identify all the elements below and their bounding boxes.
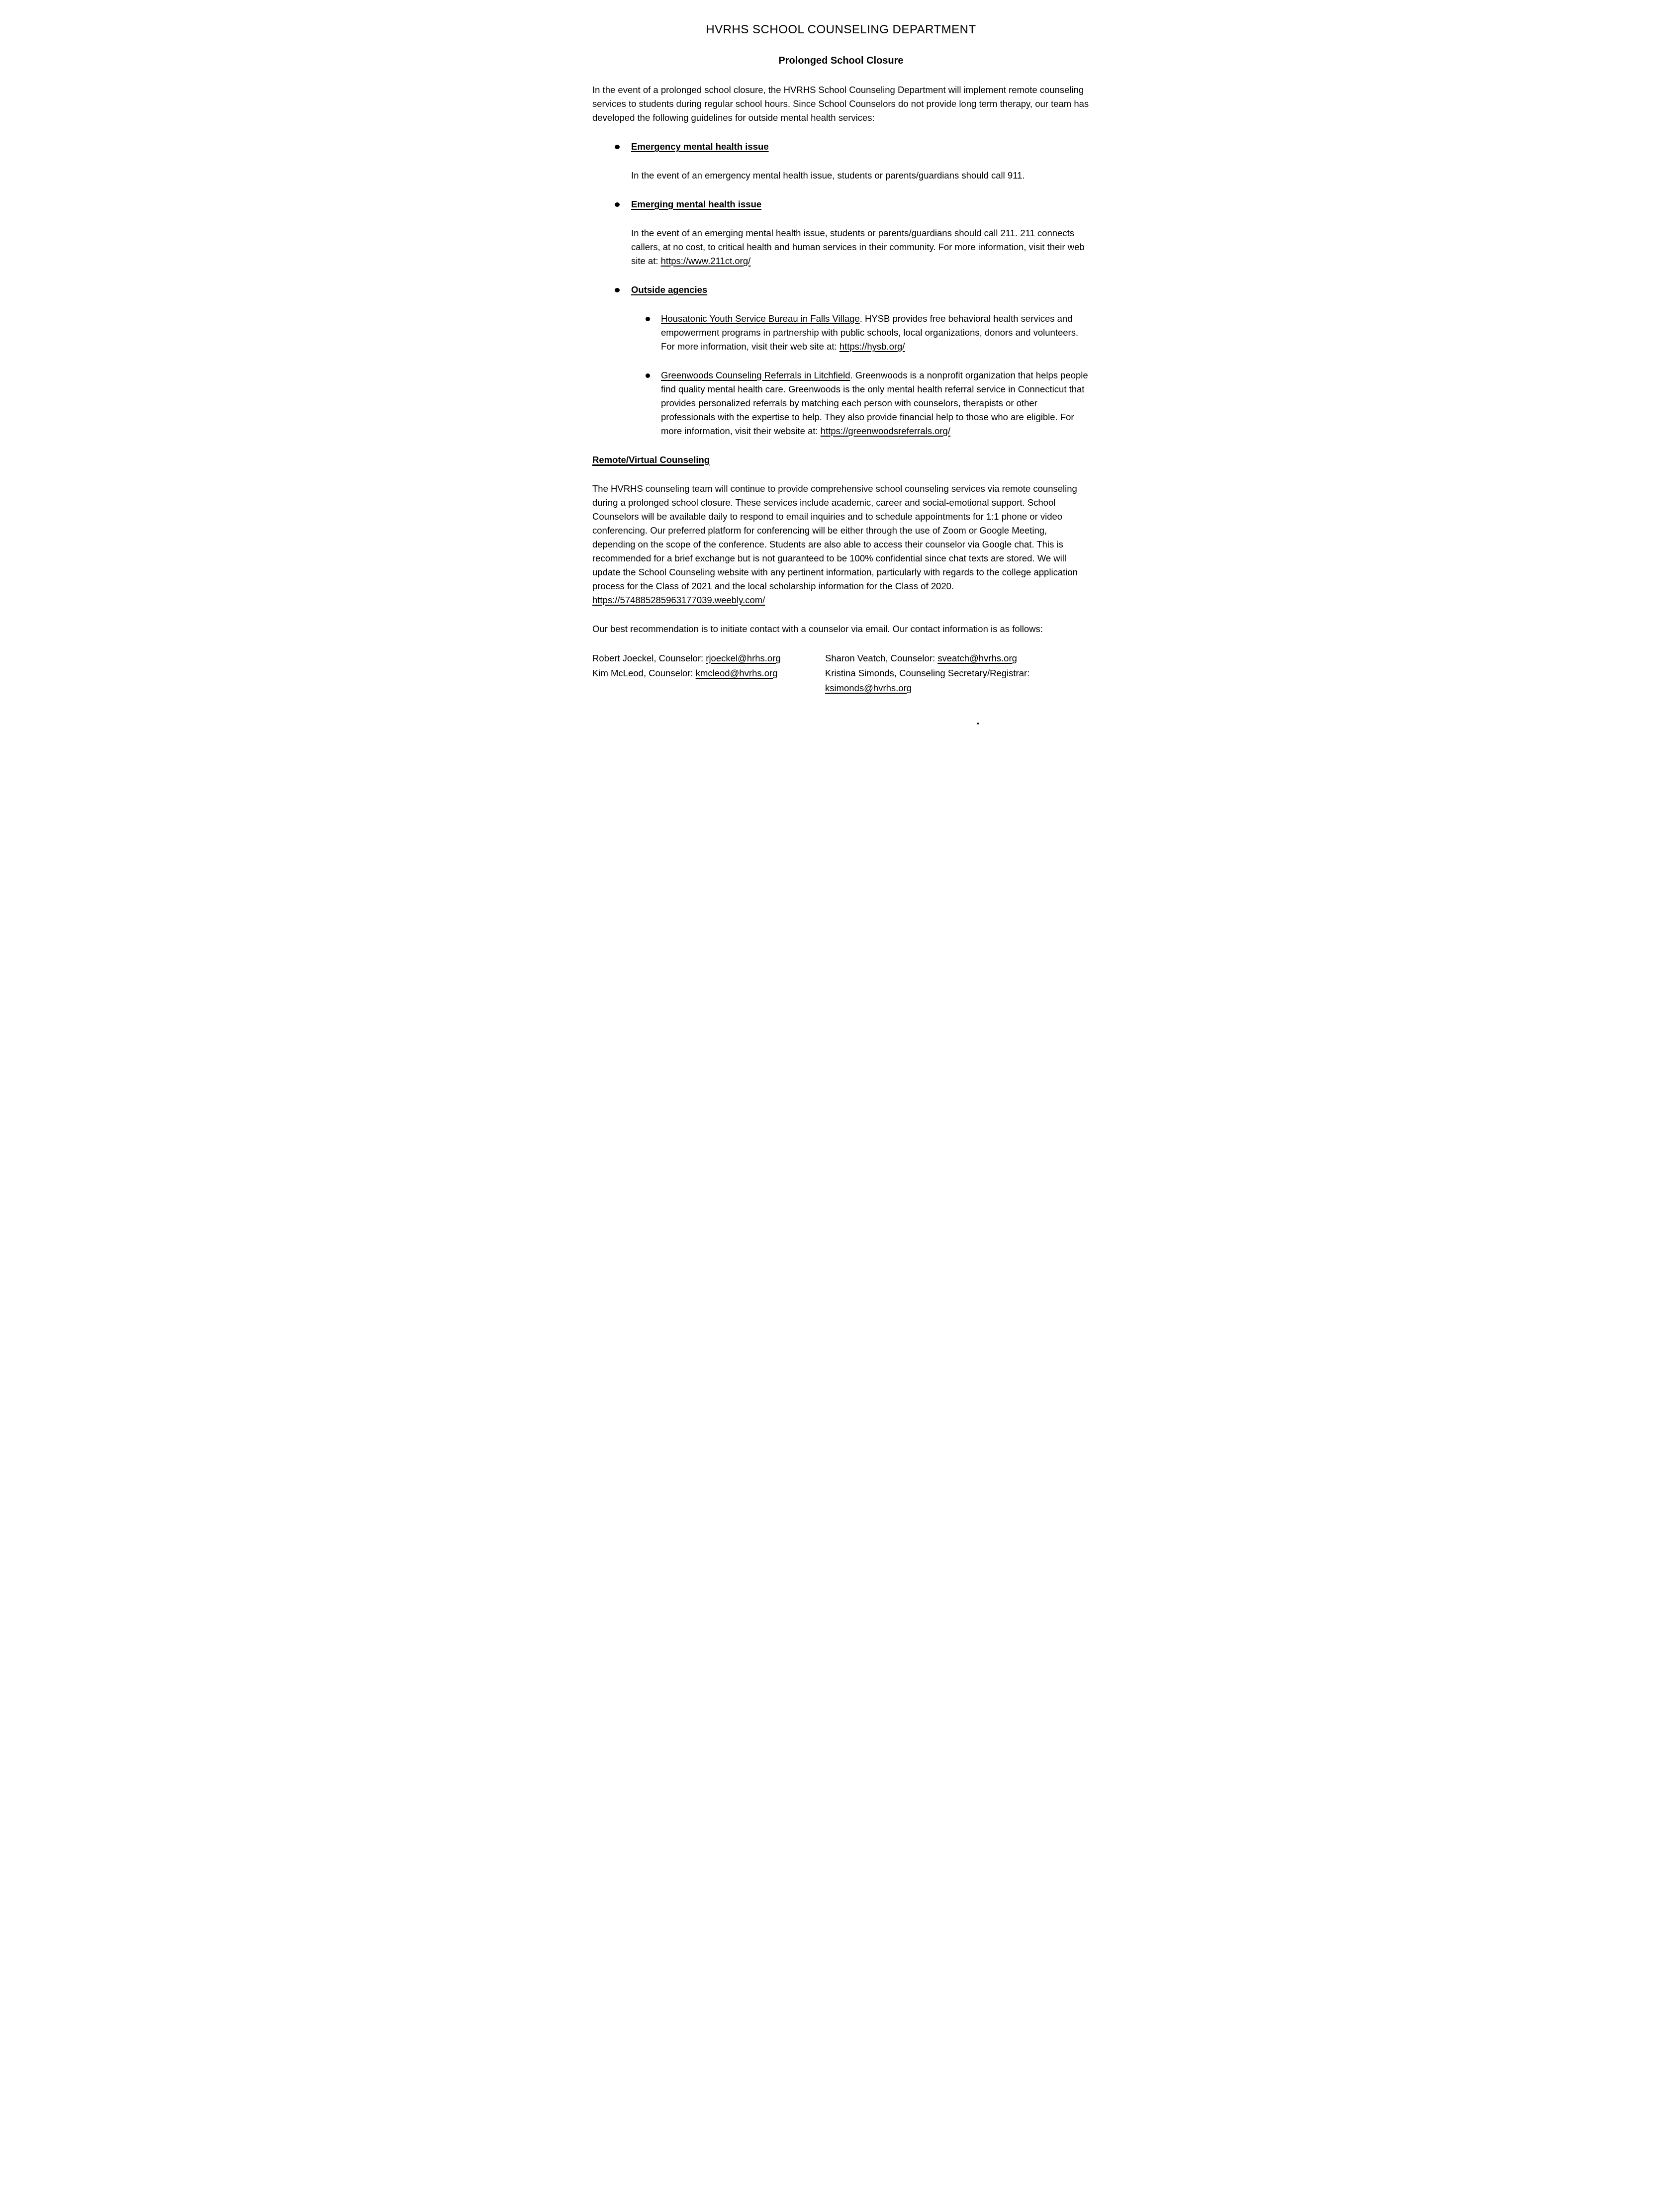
intro-paragraph xyxy=(592,83,1090,125)
document-title: HVRHS SCHOOL COUNSELING DEPARTMENT xyxy=(706,23,976,36)
underlined-link-text: https://hysb.org/ xyxy=(839,341,905,352)
sub-bullet-housatonic-text xyxy=(661,313,1078,352)
text-run: Kristina Simonds, Counseling Secretary/Registrar: xyxy=(825,668,1030,678)
bullet-emerging-label: Emerging mental health issue xyxy=(631,199,762,209)
bullet-icon xyxy=(646,373,650,378)
contact-robert-joeckel xyxy=(592,651,825,666)
underlined-link-text: kmcleod@hvrhs.org xyxy=(695,668,778,678)
contact-column-right xyxy=(825,651,1090,696)
scan-artifact-dot xyxy=(977,723,979,725)
underlined-link-text: https://www.211ct.org/ xyxy=(660,256,751,266)
text-run: In the event of a prolonged school closure, the HVRHS School Counseling Department will implement remote counseling services to students during regular school hours. Since School Counselors do not provide long term therapy, our team has developed the following guidelines for outside mental health services: xyxy=(592,85,1089,123)
sub-bullet-greenwoods xyxy=(592,368,1090,438)
document-page xyxy=(560,0,1120,729)
remote-counseling-heading-label: Remote/Virtual Counseling xyxy=(592,455,710,465)
remote-counseling-paragraph xyxy=(592,482,1090,607)
contact-columns xyxy=(592,651,1090,696)
bullet-emergency-label: Emergency mental health issue xyxy=(631,141,769,152)
bullet-icon xyxy=(615,288,620,292)
text-run: . HYSB provides free behavioral health services and empowerment programs in partnership with public schools, local organizations, donors and volunteers. For more information, visit their web site at: xyxy=(661,313,1079,352)
contact-kim-mcleod xyxy=(592,666,825,681)
bullet-icon xyxy=(646,317,650,321)
text-run: In the event of an emergency mental health issue, students or parents/guardians should call 911. xyxy=(631,170,1025,181)
underlined-link-text: Housatonic Youth Service Bureau in Falls Village xyxy=(661,313,860,324)
underlined-link-text: Greenwoods Counseling Referrals in Litchfield xyxy=(661,370,850,380)
underlined-link-text: https://greenwoodsreferrals.org/ xyxy=(820,426,950,436)
contact-column-left xyxy=(592,651,825,681)
text-run: . Greenwoods is a nonprofit organization that helps people find quality mental health care. Greenwoods is the only mental health referral service in Connecticut that provides personalized referrals by matching each person with counselors, therapists or other professionals with the expertise to help. They also provide financial help to those who are eligible. For more information, visit their website at: xyxy=(661,370,1088,436)
underlined-link-text: rjoeckel@hrhs.org xyxy=(706,653,781,663)
bullet-emergency-body xyxy=(631,169,1090,182)
text-run: Sharon Veatch, Counselor: xyxy=(825,653,938,663)
text-run: Kim McLeod, Counselor: xyxy=(592,668,696,678)
contact-kristina-simonds xyxy=(825,666,1090,681)
contact-kristina-simonds-email xyxy=(825,681,1090,696)
bullet-emerging-heading xyxy=(592,197,1090,211)
text-run: Our best recommendation is to initiate contact with a counselor via email. Our contact information is as follows: xyxy=(592,624,1043,634)
bullet-outside-agencies-heading xyxy=(592,283,1090,297)
bullet-icon xyxy=(615,202,620,207)
bullet-emergency-heading xyxy=(592,140,1090,154)
bullet-outside-agencies-label: Outside agencies xyxy=(631,284,708,295)
closing-paragraph xyxy=(592,622,1090,636)
text-run: Robert Joeckel, Counselor: xyxy=(592,653,706,663)
document-subtitle: Prolonged School Closure xyxy=(778,55,904,66)
bullet-icon xyxy=(615,145,620,149)
contact-sharon-veatch xyxy=(825,651,1090,666)
bullet-emerging-body xyxy=(631,226,1090,268)
sub-bullet-housatonic xyxy=(592,312,1090,354)
sub-bullet-greenwoods-text xyxy=(661,370,1088,436)
text-run: The HVRHS counseling team will continue to provide comprehensive school counseling services via remote counseling during a prolonged school closure. These services include academic, career and social-emotional support. School Counselors will be available daily to respond to email inquiries and to schedule appointments for 1:1 phone or video conferencing. Our preferred platform for conferencing will be either through the use of Zoom or Google Meeting, depending on the scope of the conference. Students are also able to access their counselor via Google chat. This is recommended for a brief exchange but is not guaranteed to be 100% confidential since chat texts are stored. We will update the School Counseling website with any pertinent information, particularly with regards to the college application process for the Class of 2021 and the local scholarship information for the Class of 2020. xyxy=(592,483,1078,591)
underlined-link-text: https://574885285963177039.weebly.com/ xyxy=(592,595,765,605)
text-run: In the event of an emerging mental health issue, students or parents/guardians should call 211. 211 connects callers, at no cost, to critical health and human services in their community. For more information, visit their web site at: xyxy=(631,228,1085,266)
remote-counseling-heading xyxy=(592,453,1090,467)
underlined-link-text: sveatch@hvrhs.org xyxy=(937,653,1017,663)
underlined-link-text: ksimonds@hvrhs.org xyxy=(825,683,912,693)
